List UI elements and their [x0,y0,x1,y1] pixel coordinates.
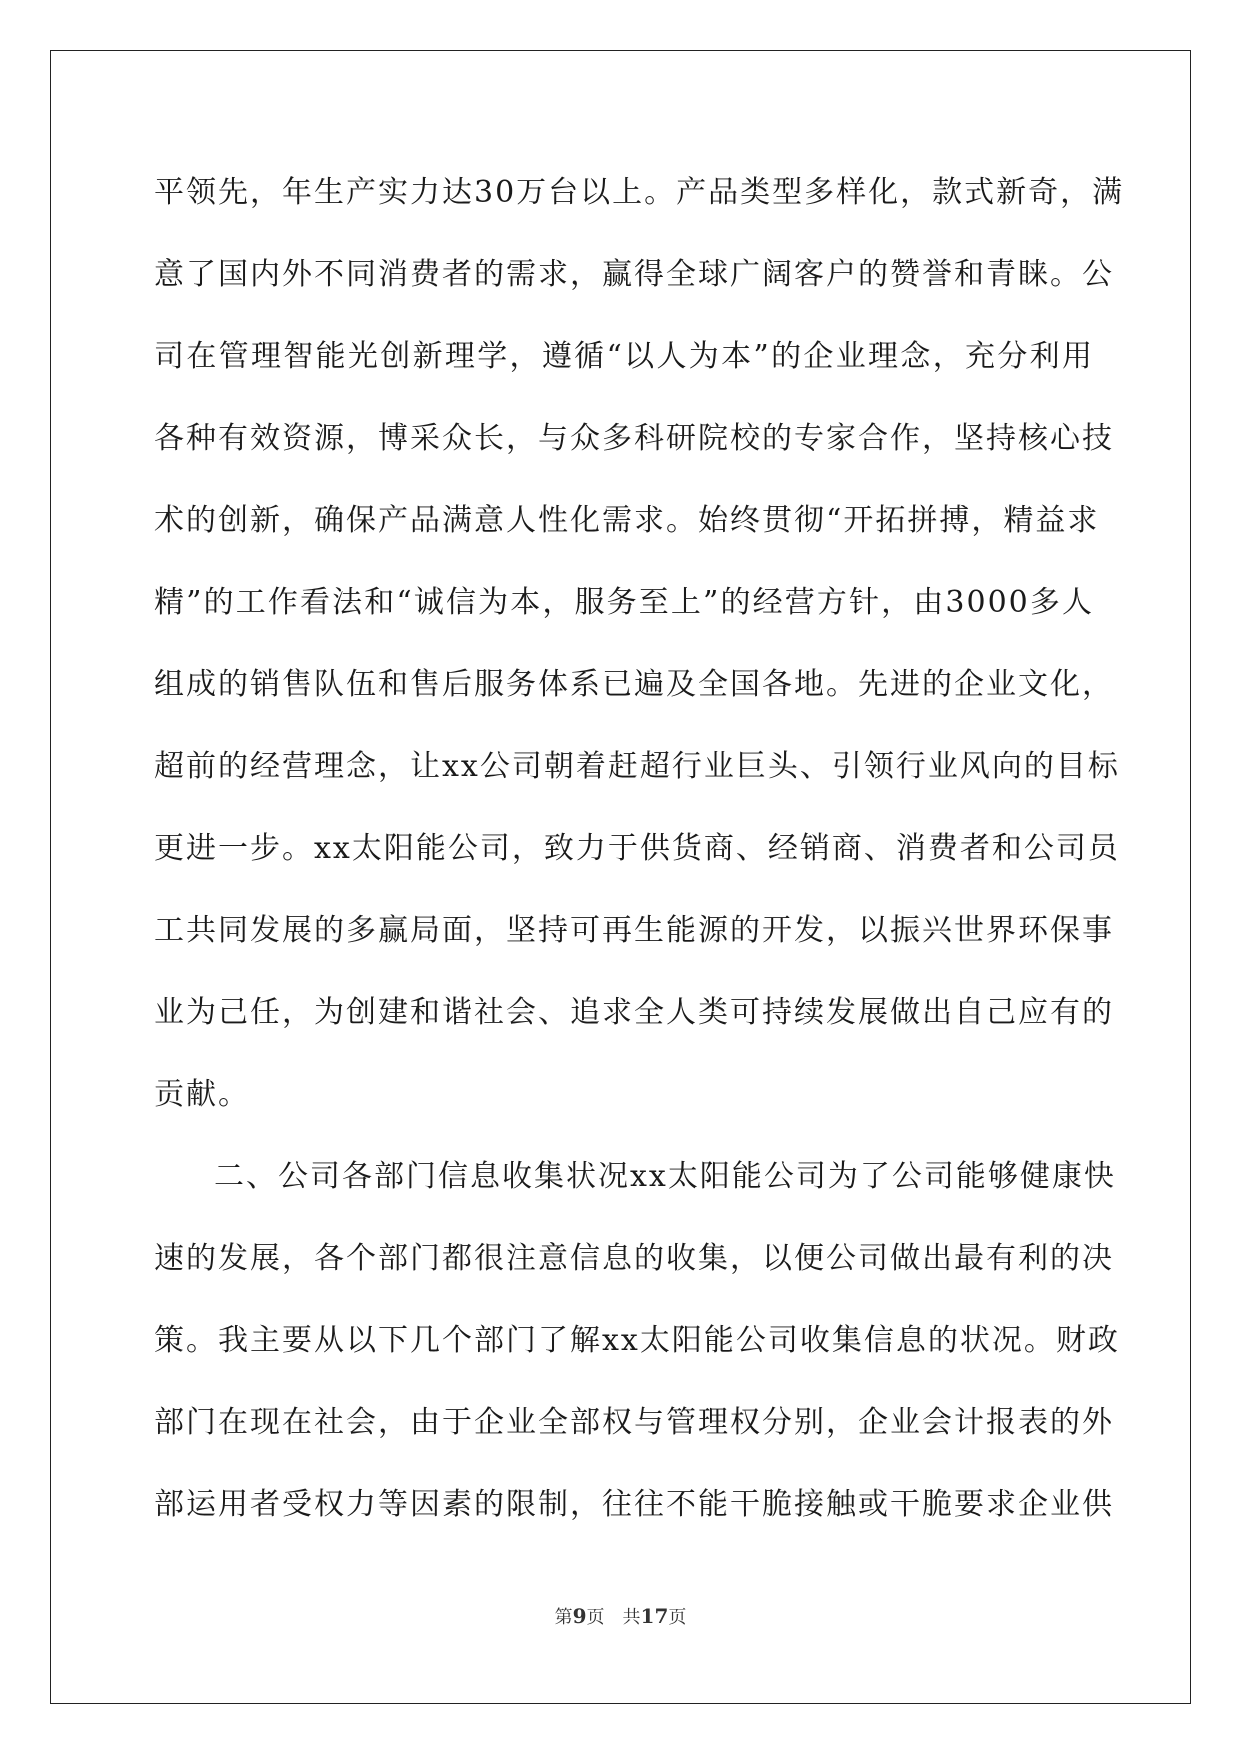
body-line: 精”的工作看法和“诚信为本，服务至上”的经营方针，由3000多人 [154,585,1094,620]
body-line: 超前的经营理念，让xx公司朝着赶超行业巨头、引领行业风向的目标 [154,749,1120,784]
body-line: 部门在现在社会，由于企业全部权与管理权分别，企业会计报表的外 [154,1405,1114,1440]
footer-prefix: 第 [554,1607,573,1628]
page-footer [0,1603,1241,1629]
total-pages: 17 [640,1604,669,1628]
body-line: 速的发展，各个部门都很注意信息的收集，以便公司做出最有利的决 [154,1241,1114,1276]
body-line: 贡献。 [154,1077,250,1112]
body-line: 平领先，年生产实力达30万台以上。产品类型多样化，款式新奇，满 [154,175,1125,210]
footer-total-suffix: 页 [668,1607,687,1628]
body-line: 更进一步。xx太阳能公司，致力于供货商、经销商、消费者和公司员 [154,831,1120,866]
body-line: 策。我主要从以下几个部门了解xx太阳能公司收集信息的状况。财政 [154,1323,1120,1358]
section-heading-line: 二、公司各部门信息收集状况xx太阳能公司为了公司能够健康快 [214,1159,1116,1194]
document-body [154,166,1125,1560]
body-line: 业为己任，为创建和谐社会、追求全人类可持续发展做出自己应有的 [154,995,1114,1030]
body-line: 工共同发展的多赢局面，坚持可再生能源的开发，以振兴世界环保事 [154,913,1114,948]
body-line: 部运用者受权力等因素的限制，往往不能干脆接触或干脆要求企业供 [154,1487,1114,1522]
footer-total-prefix: 共 [622,1607,641,1628]
footer-page-suffix: 页 [586,1607,605,1628]
body-line: 组成的销售队伍和售后服务体系已遍及全国各地。先进的企业文化， [154,667,1114,702]
body-line: 各种有效资源，博采众长，与众多科研院校的专家合作，坚持核心技 [154,421,1114,456]
body-line: 司在管理智能光创新理学，遵循“以人为本”的企业理念，充分利用 [154,339,1094,374]
page-number: 9 [572,1604,587,1628]
body-line: 意了国内外不同消费者的需求，赢得全球广阔客户的赞誉和青睐。公 [154,257,1114,292]
body-line: 术的创新，确保产品满意人性化需求。始终贯彻“开拓拼搏，精益求 [154,503,1100,538]
